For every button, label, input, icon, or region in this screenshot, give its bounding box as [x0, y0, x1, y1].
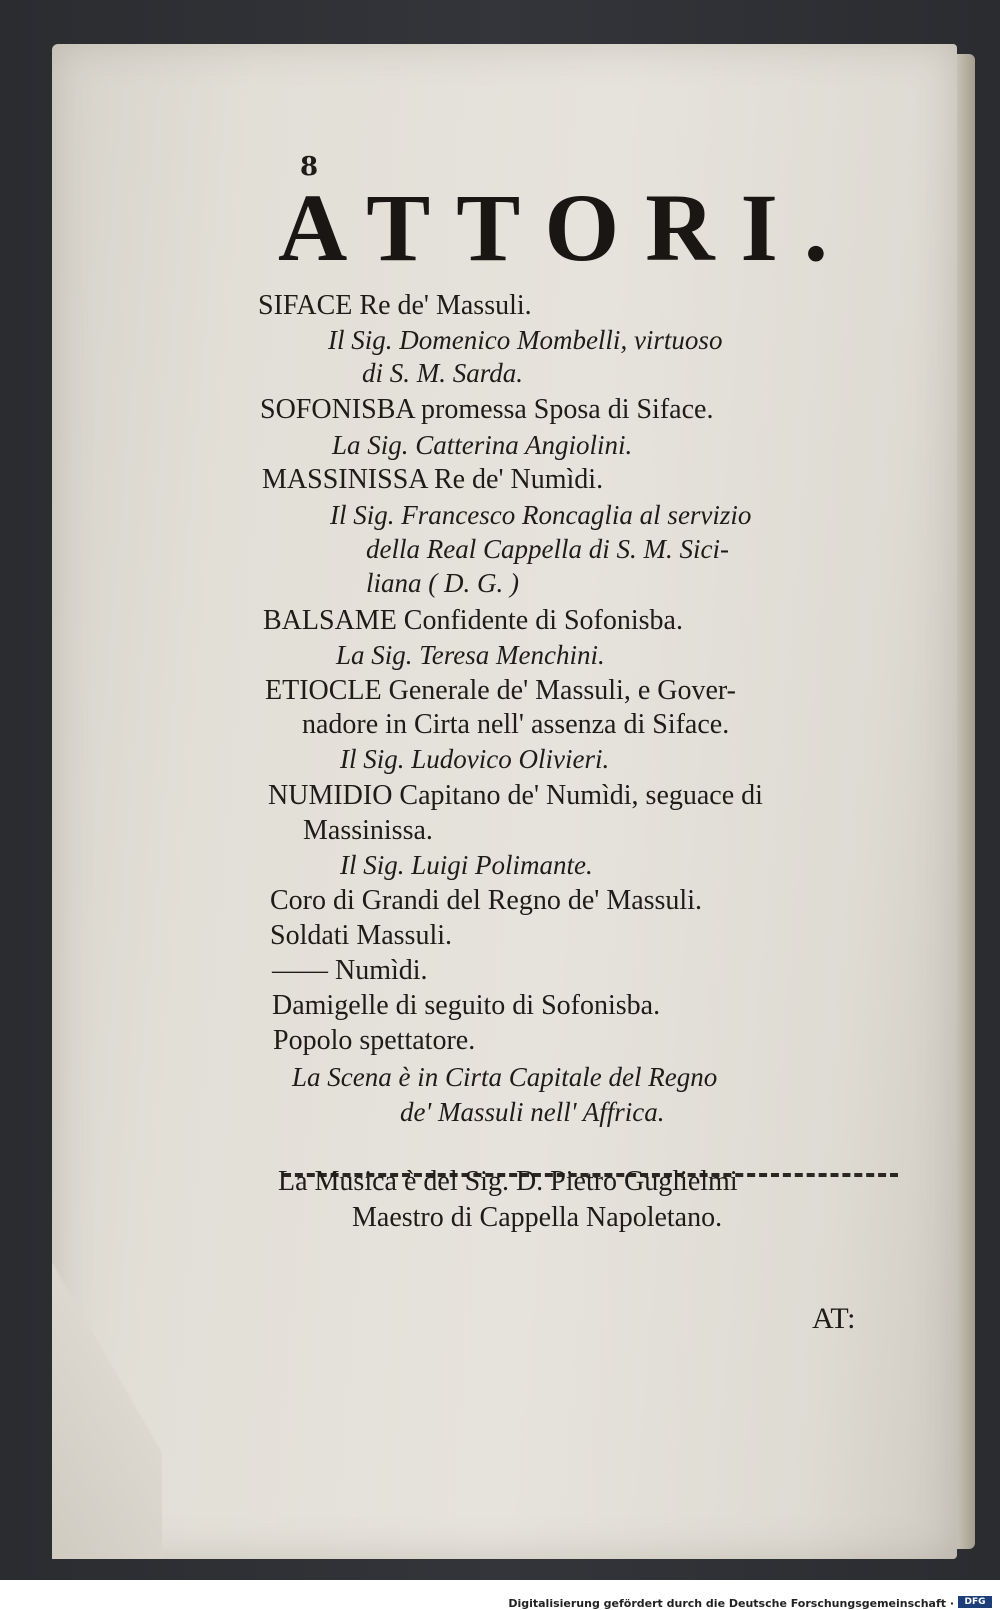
role-etiocle: ETIOCLE Generale de' Massuli, e Gover-: [265, 675, 736, 706]
page-edge: [957, 54, 975, 1549]
music-line: La Musica è del Sig. D. Pietro Guglielmi: [278, 1166, 738, 1197]
scene-line: La Scena è in Cirta Capitale del Regno: [292, 1062, 718, 1092]
footer-credit: Digitalisierung gefördert durch die Deutsche Forschungsgemeinschaft ·: [508, 1597, 954, 1610]
singer-line: La Sig. Catterina Angiolini.: [332, 430, 633, 460]
dfg-logo: DFG: [958, 1596, 992, 1608]
singer-line: Il Sig. Francesco Roncaglia al servizio: [330, 500, 752, 530]
page-title: ATTORI.: [278, 174, 854, 281]
singer-line: Il Sig. Ludovico Olivieri.: [340, 744, 610, 774]
page-number: 8: [300, 152, 319, 182]
singer-line: La Sig. Teresa Menchini.: [336, 640, 605, 670]
extra-line: Damigelle di seguito di Sofonisba.: [272, 990, 661, 1021]
scene-line: de' Massuli nell' Affrica.: [400, 1097, 665, 1127]
role-massinissa: MASSINISSA Re de' Numìdi.: [262, 464, 604, 495]
singer-line: liana ( D. G. ): [366, 568, 519, 598]
extra-line: —— Numìdi.: [272, 955, 428, 986]
singer-line: Il Sig. Domenico Mombelli, virtuoso: [328, 325, 723, 355]
singer-line: della Real Cappella di S. M. Sici-: [366, 534, 729, 564]
role-siface: SIFACE Re de' Massuli.: [258, 290, 532, 321]
extra-line: Popolo spettatore.: [273, 1025, 476, 1056]
singer-line: di S. M. Sarda.: [362, 358, 523, 388]
role-sofonisba: SOFONISBA promessa Sposa di Siface.: [260, 394, 714, 425]
worn-corner: [52, 1259, 162, 1559]
role-numidio-cont: Massinissa.: [303, 815, 433, 846]
extra-line: Coro di Grandi del Regno de' Massuli.: [270, 885, 702, 916]
music-line: Maestro di Cappella Napoletano.: [352, 1202, 723, 1233]
role-numidio: NUMIDIO Capitano de' Numìdi, seguace di: [268, 780, 763, 811]
singer-line: Il Sig. Luigi Polimante.: [340, 850, 593, 880]
catchword: AT:: [812, 1302, 856, 1335]
role-etiocle-cont: nadore in Cirta nell' assenza di Siface.: [302, 709, 730, 740]
role-balsame: BALSAME Confidente di Sofonisba.: [263, 605, 683, 636]
extra-line: Soldati Massuli.: [270, 920, 453, 951]
